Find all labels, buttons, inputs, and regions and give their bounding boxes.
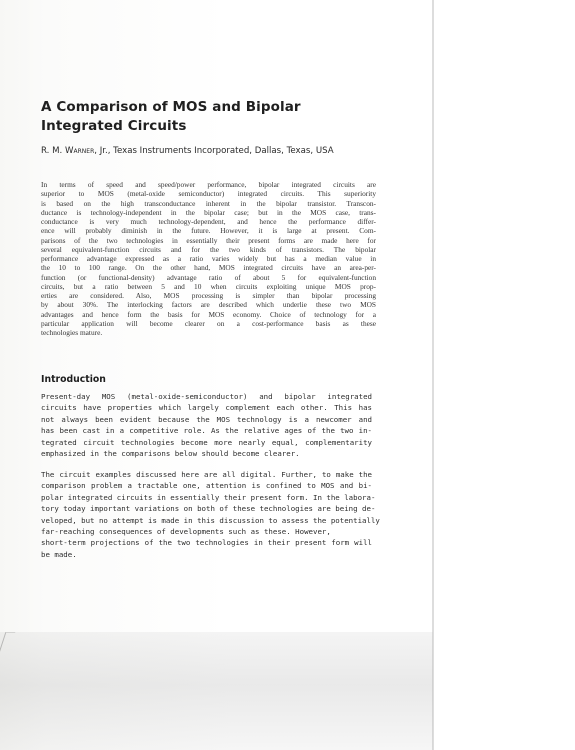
abstract-line: by about 30%. The interlocking factors are described which underlie these two MOS [41,300,376,310]
introduction-paragraph-2 [41,469,380,560]
scan-shadow [0,632,433,750]
section-heading-introduction: Introduction [41,374,106,385]
paragraph-line: far-reaching consequences of developments such as these. However, [41,527,331,537]
abstract-line: parisons of the two technologies in essentially their present forms are made here for [41,235,376,245]
paragraph-line: tory today important variations on both of these technologies are being de- [41,504,376,514]
abstract-line: ductance is technology-independent in the bipolar case; but in the MOS case, trans- [41,207,376,217]
introduction-paragraph-1 [41,391,372,459]
paragraph-line: short-term projections of the two technologies in their present form will [41,538,372,548]
paragraph-line: veloped, but no attempt is made in this discussion to assess the potentially [41,515,380,525]
abstract-line: ence will probably diminish in the future. However, it is large at present. Com- [41,226,376,236]
author-surname: Warner [65,146,95,156]
abstract-line: is based on the high transconductance inherent in the bipolar transistor. Transcon- [41,198,376,208]
abstract-line: conductance is very much technology-dependent, and hence the performance differ- [41,217,376,226]
abstract-line: erties are considered. Also, MOS processing is simpler than bipolar processing [41,291,376,300]
paragraph-line: tegrated circuit technologies become more nearly equal, complementarity [41,437,372,447]
abstract-line: function (or functional-density) advantage ratio of about 5 for equivalent-function [41,272,376,282]
abstract-line: several equivalent-function circuits and for the two kinds of transistors. The bipolar [41,244,376,254]
abstract-line: technologies mature. [41,328,103,337]
author-initials: R. M. [41,146,66,156]
abstract-line: particular application will become clearer on a cost-performance basis as these [41,318,376,328]
abstract-line: superior to MOS (metal-oxide semiconductor) integrated circuits. This superiority [41,189,376,199]
scan-margin [434,0,575,750]
paragraph-line: emphasized in the comparisons below should become clearer. [41,449,300,459]
abstract-line: the 10 to 100 range. On the other hand, MOS integrated circuits have an area-per- [41,263,376,273]
author-affiliation: , Jr., Texas Instruments Incorporated, Dallas, Texas, USA [94,146,334,156]
paragraph-line: be made. [41,549,77,559]
author-byline [41,145,401,157]
paragraph-line: has been cast in a competitive role. As the relative ages of the two in- [41,426,372,436]
abstract-line: advantages and hence form the basis for MOS economy. Choice of technology for a [41,309,376,319]
paper-title: A Comparison of MOS and Bipolar Integrated Circuits [41,99,301,134]
paragraph-line: not always been evident because the MOS technology is a newcomer and [41,414,372,424]
paragraph-line: polar integrated circuits in essentially their present form. In the labora- [41,492,376,502]
paragraph-line: The circuit examples discussed here are all digital. Further, to make the [41,470,372,479]
paragraph-line: circuits have properties which largely complement each other. This has [41,403,372,413]
paragraph-line: comparison problem a tractable one, attention is confined to MOS and bi- [41,481,372,491]
abstract-line: In terms of speed and speed/power performance, bipolar integrated circuits are [41,180,376,189]
abstract [41,180,376,337]
paragraph-line: Present-day MOS (metal-oxide-semiconductor) and bipolar integrated [41,392,372,401]
abstract-line: circuits, but a ratio between 5 and 10 when circuits exploiting unique MOS prop- [41,281,376,291]
abstract-line: performance advantage expressed as a ratio varies widely but has a median value in [41,254,376,263]
